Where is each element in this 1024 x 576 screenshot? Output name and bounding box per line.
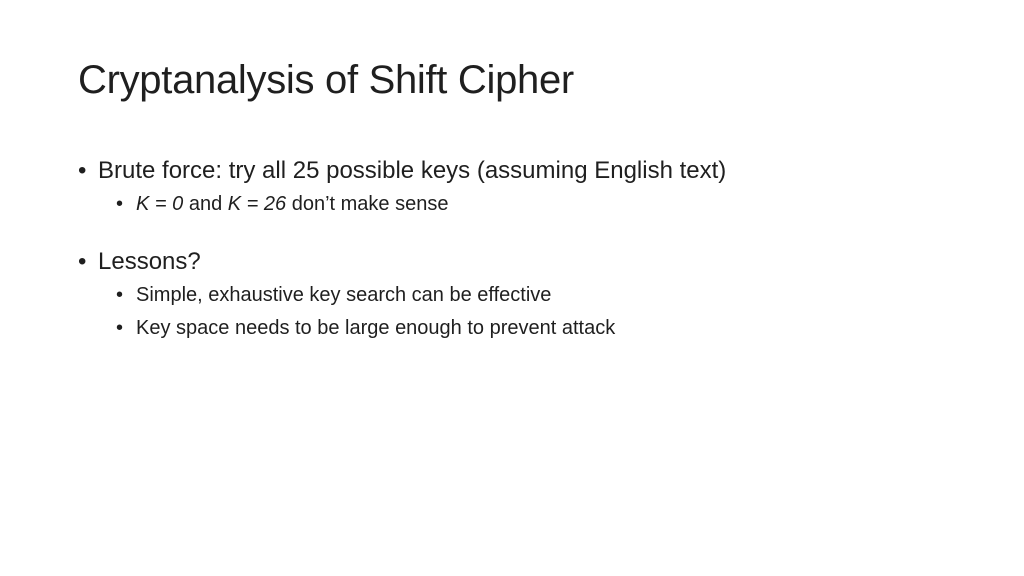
bullet-text: Brute force: try all 25 possible keys (assuming English text) [98,157,727,184]
bullet-dot-icon: • [78,248,87,275]
spacer [78,221,978,245]
and-text: and [183,193,228,215]
sub-bullet-key-space [116,312,978,345]
key-zero-expression: K = 0 [136,193,184,215]
sub-bullet-text: don’t make sense [286,193,449,215]
bullet-brute-force [78,154,978,188]
key-26-expression: K = 26 [227,193,287,215]
sub-bullet-text: Key space needs to be large enough to prevent attack [136,317,616,339]
bullet-list [78,154,978,345]
bullet-dot-icon: • [116,193,124,215]
slide-title: Cryptanalysis of Shift Cipher [78,58,574,102]
bullet-dot-icon: • [116,284,124,306]
bullet-dot-icon: • [78,157,87,184]
sub-bullet-exhaustive-search [116,279,978,312]
bullet-text: Lessons? [98,248,201,275]
bullet-lessons [78,245,978,279]
sub-bullet-text: Simple, exhaustive key search can be effective [136,284,552,306]
bullet-dot-icon: • [116,317,124,339]
sub-bullet-key-range [116,188,978,221]
